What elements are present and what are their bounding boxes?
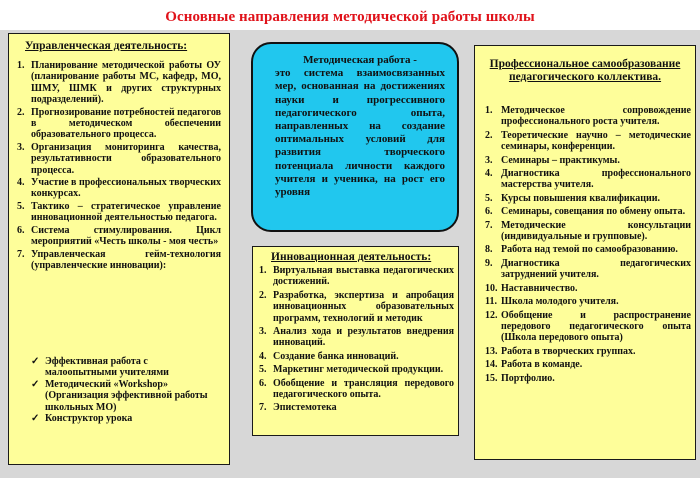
innovation-activity-box xyxy=(252,246,459,436)
item-text: Обобщение и трансляция передового педагогического опыта. xyxy=(273,377,454,401)
item-number: 6. xyxy=(17,224,25,236)
sub-item-text: Эффективная работа с малоопытными учителями xyxy=(45,356,169,379)
item-number: 4. xyxy=(17,177,25,189)
item-text: Маркетинг методической продукции. xyxy=(273,364,444,376)
list-item xyxy=(17,177,221,200)
list-item xyxy=(485,130,691,153)
item-text: Школа молодого учителя. xyxy=(501,296,619,308)
innovation-list xyxy=(259,265,454,416)
item-number: 2. xyxy=(485,129,493,141)
item-text: Эпистемотека xyxy=(273,402,337,414)
item-text: Участие в профессиональных творческих конкурсах. xyxy=(31,177,221,200)
item-text: Методическое сопровождение профессионального роста учителя. xyxy=(501,105,691,128)
item-text: Обобщение и распространение передового педагогического опыта (Школа передового опыта) xyxy=(501,309,691,344)
item-number: 8. xyxy=(485,244,493,256)
list-item xyxy=(485,310,691,344)
sub-list-item xyxy=(17,379,221,413)
item-number: 10. xyxy=(485,282,498,294)
item-text: Курсы повышения квалификации. xyxy=(501,192,661,204)
item-number: 1. xyxy=(17,60,25,71)
sub-list-item xyxy=(17,413,221,424)
item-number: 14. xyxy=(485,359,498,371)
item-number: 11. xyxy=(485,296,497,308)
methodical-work-definition xyxy=(251,42,459,232)
item-number: 12. xyxy=(485,309,498,321)
item-number: 15. xyxy=(485,372,498,384)
item-number: 5. xyxy=(485,192,493,204)
item-text: Портфолио. xyxy=(501,372,555,384)
item-number: 6. xyxy=(259,377,267,389)
item-text: Работа над темой по самообразованию. xyxy=(501,244,678,256)
item-number: 5. xyxy=(17,200,25,212)
item-text: Тактико – стратегическое управление инновационной деятельностью педагога. xyxy=(31,200,221,224)
sub-list-item xyxy=(17,356,221,379)
item-number: 3. xyxy=(17,141,25,153)
item-number: 2. xyxy=(17,106,25,118)
item-number: 13. xyxy=(485,345,498,357)
self-education-box xyxy=(474,45,696,460)
list-item xyxy=(485,244,691,255)
list-item xyxy=(17,225,221,248)
innovation-heading: Инновационная деятельность: xyxy=(271,251,432,263)
checkmark-icon: ✓ xyxy=(31,378,40,390)
item-number: 3. xyxy=(259,326,267,338)
item-text: Управленческая гейм-технология (управленческие инновации): xyxy=(31,248,221,271)
list-item xyxy=(485,373,691,384)
item-text: Организация мониторинга качества, результативности образовательного процесса. xyxy=(31,141,221,176)
item-text: Система стимулирования. Цикл мероприятий «Честь школы - моя честь» xyxy=(31,224,221,248)
self-education-heading: Профессиональное самообразование педагогического коллектива. xyxy=(489,58,681,83)
checkmark-icon: ✓ xyxy=(31,356,40,367)
item-number: 5. xyxy=(259,364,267,376)
item-text: Работа в команде. xyxy=(501,359,583,371)
list-item xyxy=(259,326,454,349)
page-title: Основные направления методической работы школы xyxy=(165,9,535,25)
list-item xyxy=(259,378,454,401)
item-text: Прогнозирование потребностей педагогов в методическом обеспечении образовательного процесса. xyxy=(31,106,221,141)
management-sublist xyxy=(17,356,221,424)
checkmark-icon: ✓ xyxy=(31,413,40,425)
item-text: Разработка, экспертиза и апробация инновационных образовательных программ, технологий и методик xyxy=(273,289,454,324)
item-number: 9. xyxy=(485,257,493,269)
list-item xyxy=(17,60,221,106)
definition-text xyxy=(275,54,445,199)
item-number: 1. xyxy=(485,105,493,116)
item-number: 7. xyxy=(17,248,25,260)
sub-item-text: Конструктор урока xyxy=(45,413,133,425)
item-text: Анализ хода и результатов внедрения инноваций. xyxy=(273,326,454,349)
item-text: Виртуальная выставка педагогических достижений. xyxy=(273,265,454,288)
item-number: 1. xyxy=(259,265,267,276)
item-text: Работа в творческих группах. xyxy=(501,345,636,357)
item-text: Семинары – практикумы. xyxy=(501,154,620,166)
item-text: Диагностика педагогических затруднений учителя. xyxy=(501,257,691,281)
list-item xyxy=(485,258,691,281)
list-item xyxy=(485,105,691,128)
management-heading: Управленческая деятельность: xyxy=(25,40,188,52)
list-item xyxy=(485,359,691,370)
management-activity-box xyxy=(8,33,230,465)
definition-body: это система взаимосвязанных мер, основанная на достижениях науки и прогрессивного педагогического опыта, направленных на создание оптимальных условий для развития творческого потенциала личности каждого учителя и ученика, на рост его уровня xyxy=(275,67,445,199)
item-text: Планирование методической работы ОУ (планирование работы МС, кафедр, МО, ШМУ, ШМК и других структурных подразделений). xyxy=(31,60,221,106)
item-text: Наставничество. xyxy=(501,282,578,294)
definition-heading: Методическая работа - xyxy=(303,54,417,66)
list-item xyxy=(259,402,454,413)
list-item xyxy=(485,193,691,204)
list-item xyxy=(485,168,691,191)
list-item xyxy=(259,364,454,375)
item-text: Создание банка инноваций. xyxy=(273,350,399,362)
item-text: Семинары, совещания по обмену опыта. xyxy=(501,206,686,218)
item-text: Методические консультации (индивидуальные и групповые). xyxy=(501,219,691,243)
list-item xyxy=(485,206,691,217)
management-list xyxy=(17,60,221,272)
item-number: 3. xyxy=(485,154,493,166)
list-item xyxy=(259,265,454,288)
item-number: 7. xyxy=(485,219,493,231)
item-text: Теоретические научно – методические семинары, конференции. xyxy=(501,129,691,153)
list-item xyxy=(485,220,691,243)
list-item xyxy=(17,249,221,272)
list-item xyxy=(485,283,691,294)
item-number: 4. xyxy=(485,168,493,180)
list-item xyxy=(485,155,691,166)
list-item xyxy=(485,346,691,357)
sub-item-text: Методический «Workshop» (Организация эффективной работы школьных МО) xyxy=(45,378,208,413)
item-number: 7. xyxy=(259,402,267,414)
self-education-list xyxy=(485,105,691,386)
list-item xyxy=(17,142,221,176)
item-number: 4. xyxy=(259,350,267,362)
list-item xyxy=(259,351,454,362)
list-item xyxy=(17,201,221,224)
list-item xyxy=(485,296,691,307)
item-number: 6. xyxy=(485,206,493,218)
list-item xyxy=(17,107,221,141)
list-item xyxy=(259,290,454,324)
item-text: Диагностика профессионального мастерства учителя. xyxy=(501,168,691,191)
item-number: 2. xyxy=(259,289,267,301)
